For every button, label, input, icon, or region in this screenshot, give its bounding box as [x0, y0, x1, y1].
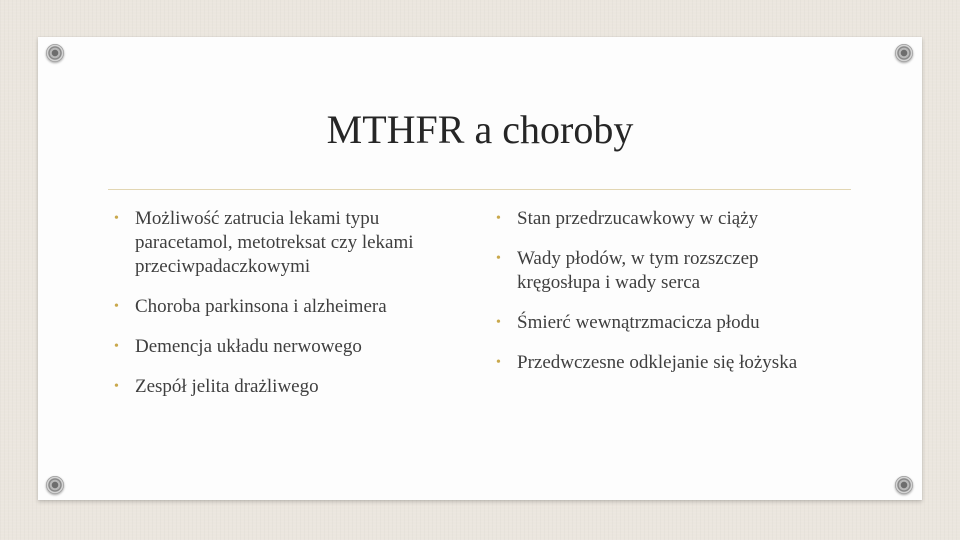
left-bullet-list: [114, 207, 454, 415]
bullet-dot-icon: •: [114, 299, 119, 314]
right-bullet-list: [496, 207, 836, 391]
bullet-text: Demencja układu nerwowego: [135, 336, 362, 357]
bullet-dot-icon: •: [114, 211, 119, 226]
bullet-text: Choroba parkinsona i alzheimera: [135, 296, 387, 317]
bullet-text: Stan przedrzucawkowy w ciąży: [517, 208, 759, 229]
list-item: [496, 207, 836, 231]
list-item: [496, 351, 836, 375]
list-item: [114, 375, 454, 399]
list-item: [114, 295, 454, 319]
list-item: [496, 247, 836, 295]
bullet-text: Zespół jelita drażliwego: [135, 376, 319, 397]
pushpin-icon: [895, 44, 913, 62]
list-item: [496, 311, 836, 335]
bullet-dot-icon: •: [496, 211, 501, 226]
title-divider: [108, 189, 851, 190]
pushpin-icon: [46, 44, 64, 62]
bullet-dot-icon: •: [114, 379, 119, 394]
slide-title: MTHFR a choroby: [326, 107, 634, 152]
bullet-dot-icon: •: [496, 315, 501, 330]
bullet-dot-icon: •: [114, 339, 119, 354]
pushpin-icon: [895, 476, 913, 494]
bullet-text: Wady płodów, w tym rozszczep kręgosłupa i wady serca: [517, 248, 759, 293]
list-item: [114, 335, 454, 359]
pushpin-icon: [46, 476, 64, 494]
list-item: [114, 207, 454, 279]
bullet-text: Przedwczesne odklejanie się łożyska: [517, 352, 798, 373]
bullet-text: Śmierć wewnątrzmacicza płodu: [517, 312, 760, 333]
bullet-dot-icon: •: [496, 251, 501, 266]
bullet-text: Możliwość zatrucia lekami typu paracetamol, metotreksat czy lekami przeciwpadaczkowymi: [135, 208, 414, 277]
bullet-dot-icon: •: [496, 355, 501, 370]
